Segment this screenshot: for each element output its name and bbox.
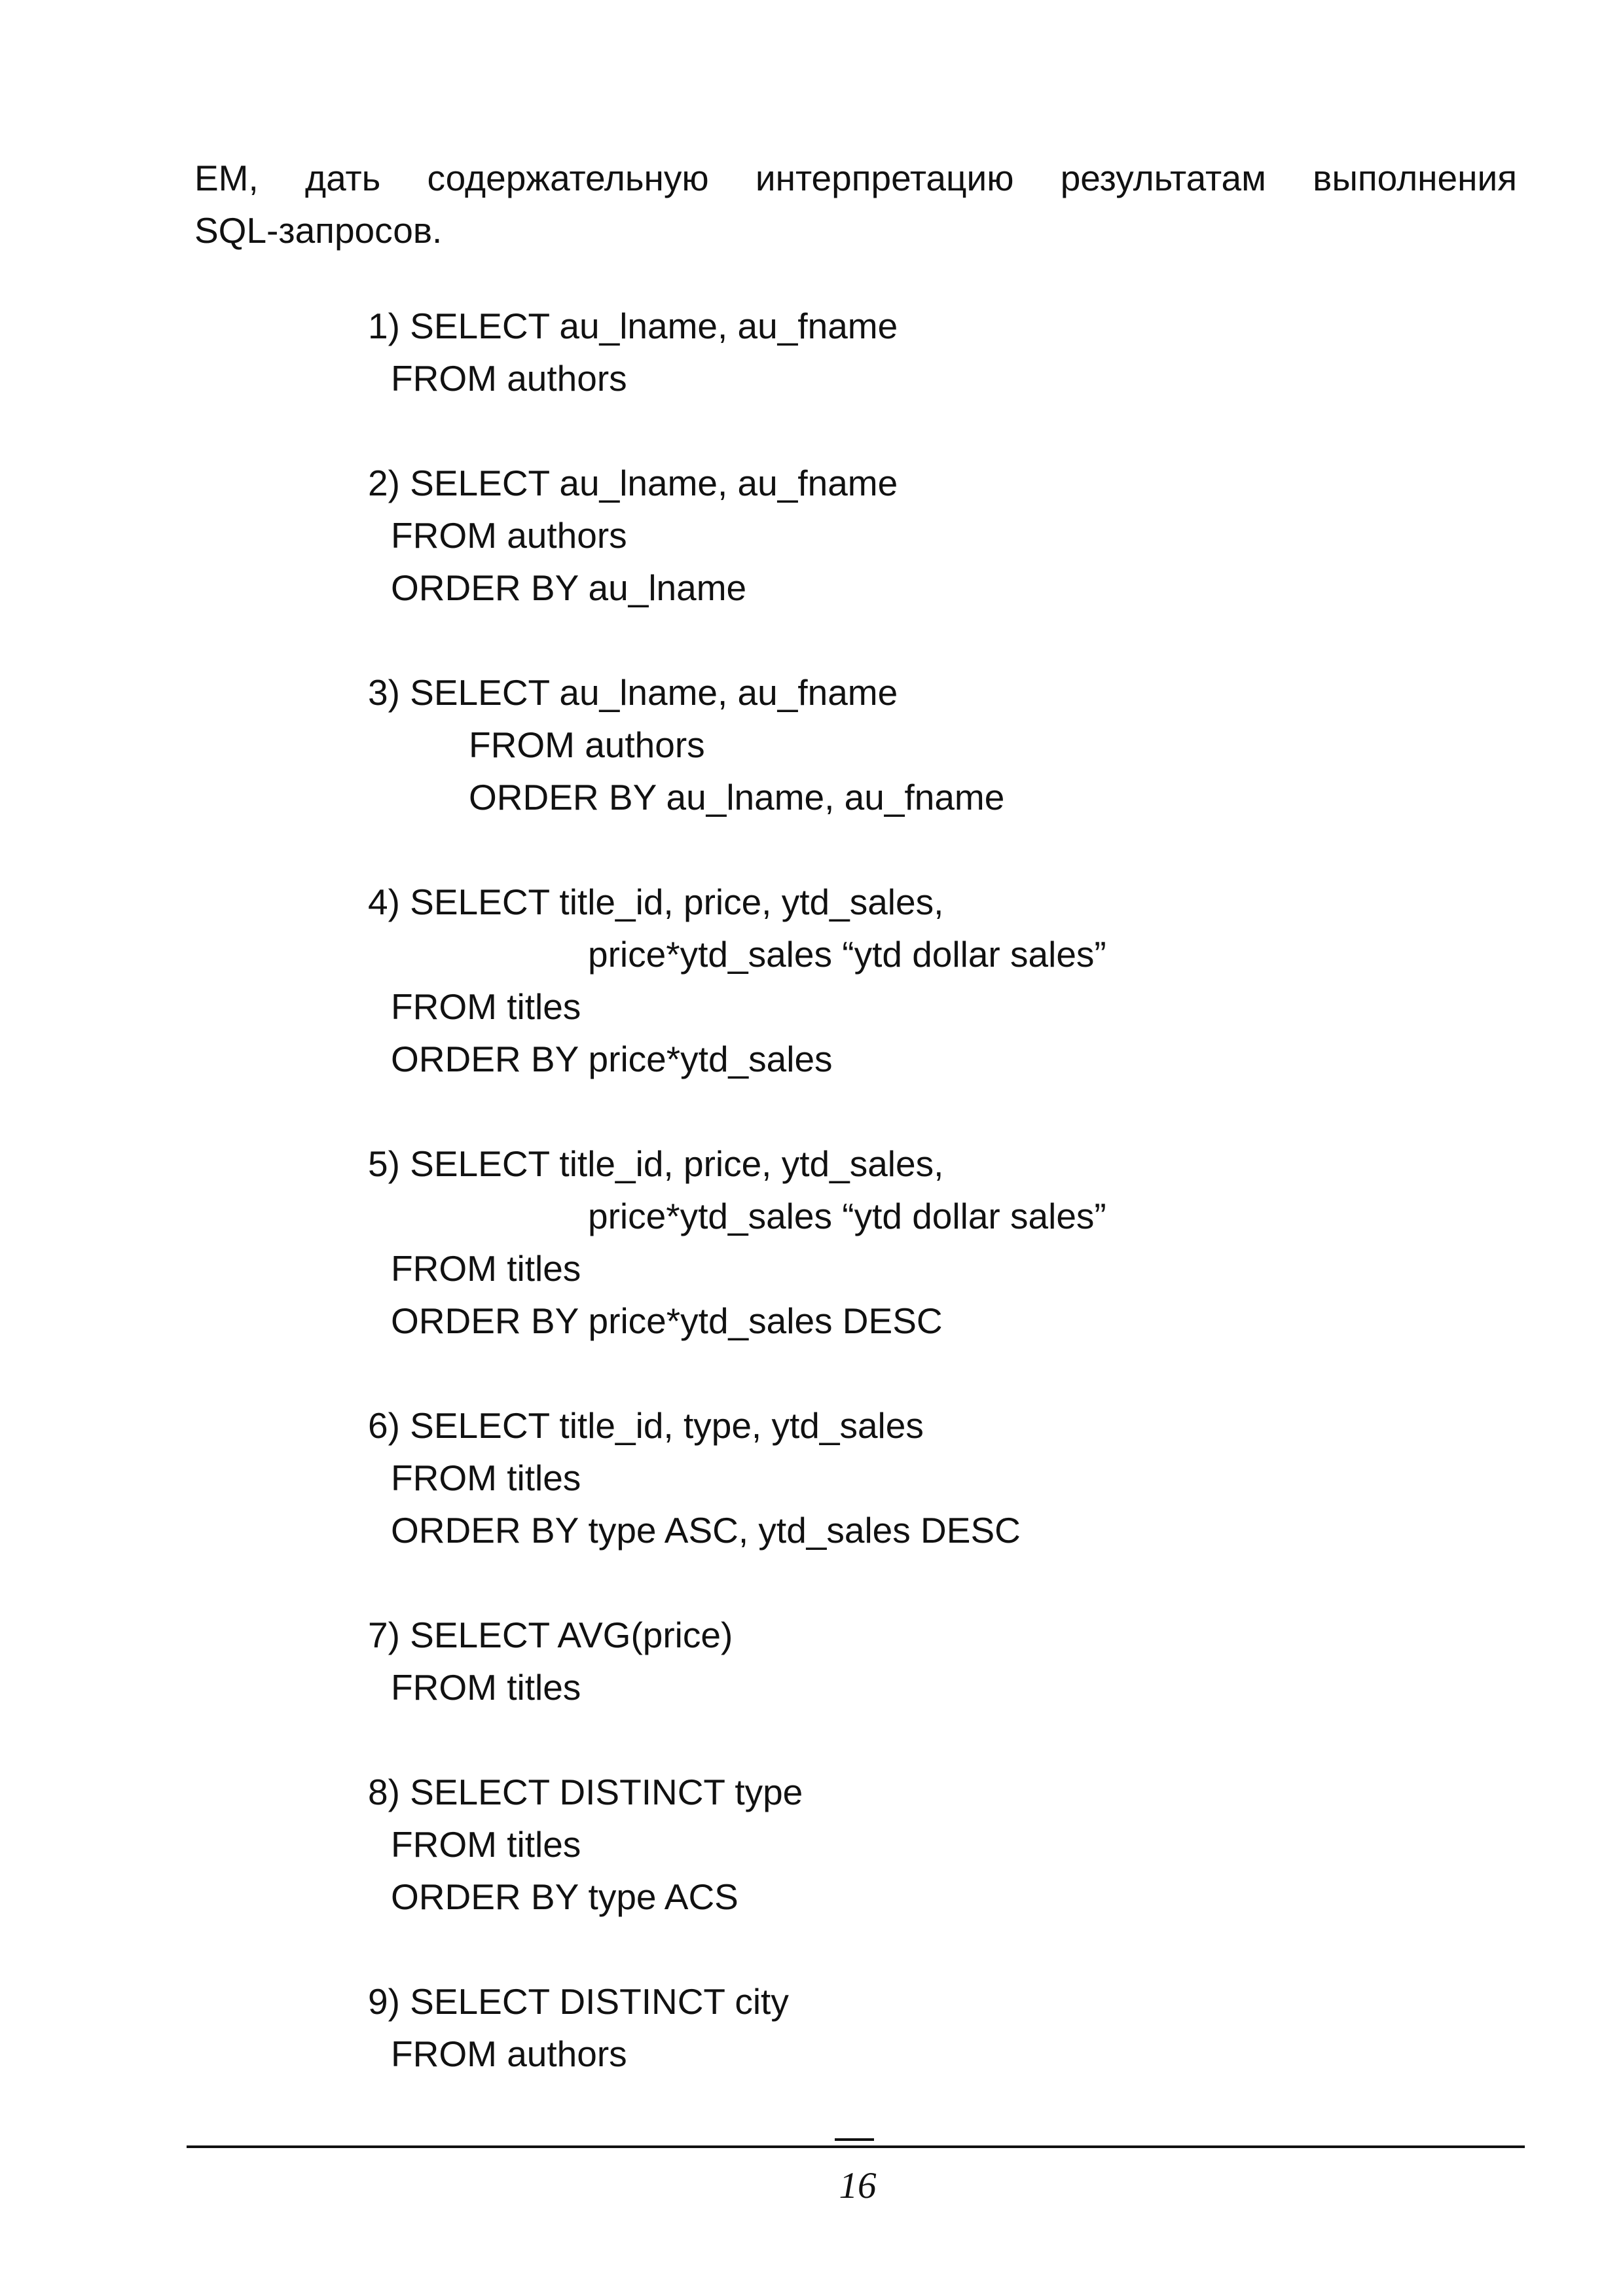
query-line: 9) SELECT DISTINCT city (368, 1981, 789, 2022)
query-line: price*ytd_sales “ytd dollar sales” (588, 934, 1106, 975)
query-line: FROM titles (391, 1248, 581, 1289)
query-line: FROM authors (469, 725, 705, 765)
footer-rule (187, 2145, 1525, 2148)
intro-line-2: SQL-запросов. (194, 210, 443, 251)
intro-line-1: ЕМ, дать содержательную интерпретацию результатам выполнения (194, 158, 1517, 198)
query-line: price*ytd_sales “ytd dollar sales” (588, 1196, 1106, 1236)
query-line: 8) SELECT DISTINCT type (368, 1772, 803, 1812)
query-line: ORDER BY price*ytd_sales (391, 1039, 833, 1079)
query-line: FROM titles (391, 986, 581, 1027)
query-line: ORDER BY type ASC, ytd_sales DESC (391, 1510, 1021, 1551)
query-line: 2) SELECT au_lname, au_fname (368, 463, 898, 503)
query-line: ORDER BY price*ytd_sales DESC (391, 1300, 943, 1341)
query-line: ORDER BY au_lname, au_fname (469, 777, 1005, 817)
query-line: 5) SELECT title_id, price, ytd_sales, (368, 1143, 944, 1184)
query-line: FROM titles (391, 1458, 581, 1498)
query-line: ORDER BY au_lname (391, 567, 747, 608)
query-line: FROM titles (391, 1824, 581, 1865)
query-line: ORDER BY type ACS (391, 1876, 739, 1917)
query-line: FROM authors (391, 515, 627, 556)
query-line: FROM authors (391, 358, 627, 399)
query-line: FROM authors (391, 2034, 627, 2074)
footer-rule-tick (835, 2138, 874, 2141)
query-line: 1) SELECT au_lname, au_fname (368, 306, 898, 346)
page-number: 16 (839, 2165, 877, 2206)
query-line: 4) SELECT title_id, price, ytd_sales, (368, 882, 944, 922)
query-line: FROM titles (391, 1667, 581, 1708)
query-line: 7) SELECT AVG(price) (368, 1615, 733, 1655)
query-line: 6) SELECT title_id, type, ytd_sales (368, 1405, 924, 1446)
query-line: 3) SELECT au_lname, au_fname (368, 672, 898, 713)
